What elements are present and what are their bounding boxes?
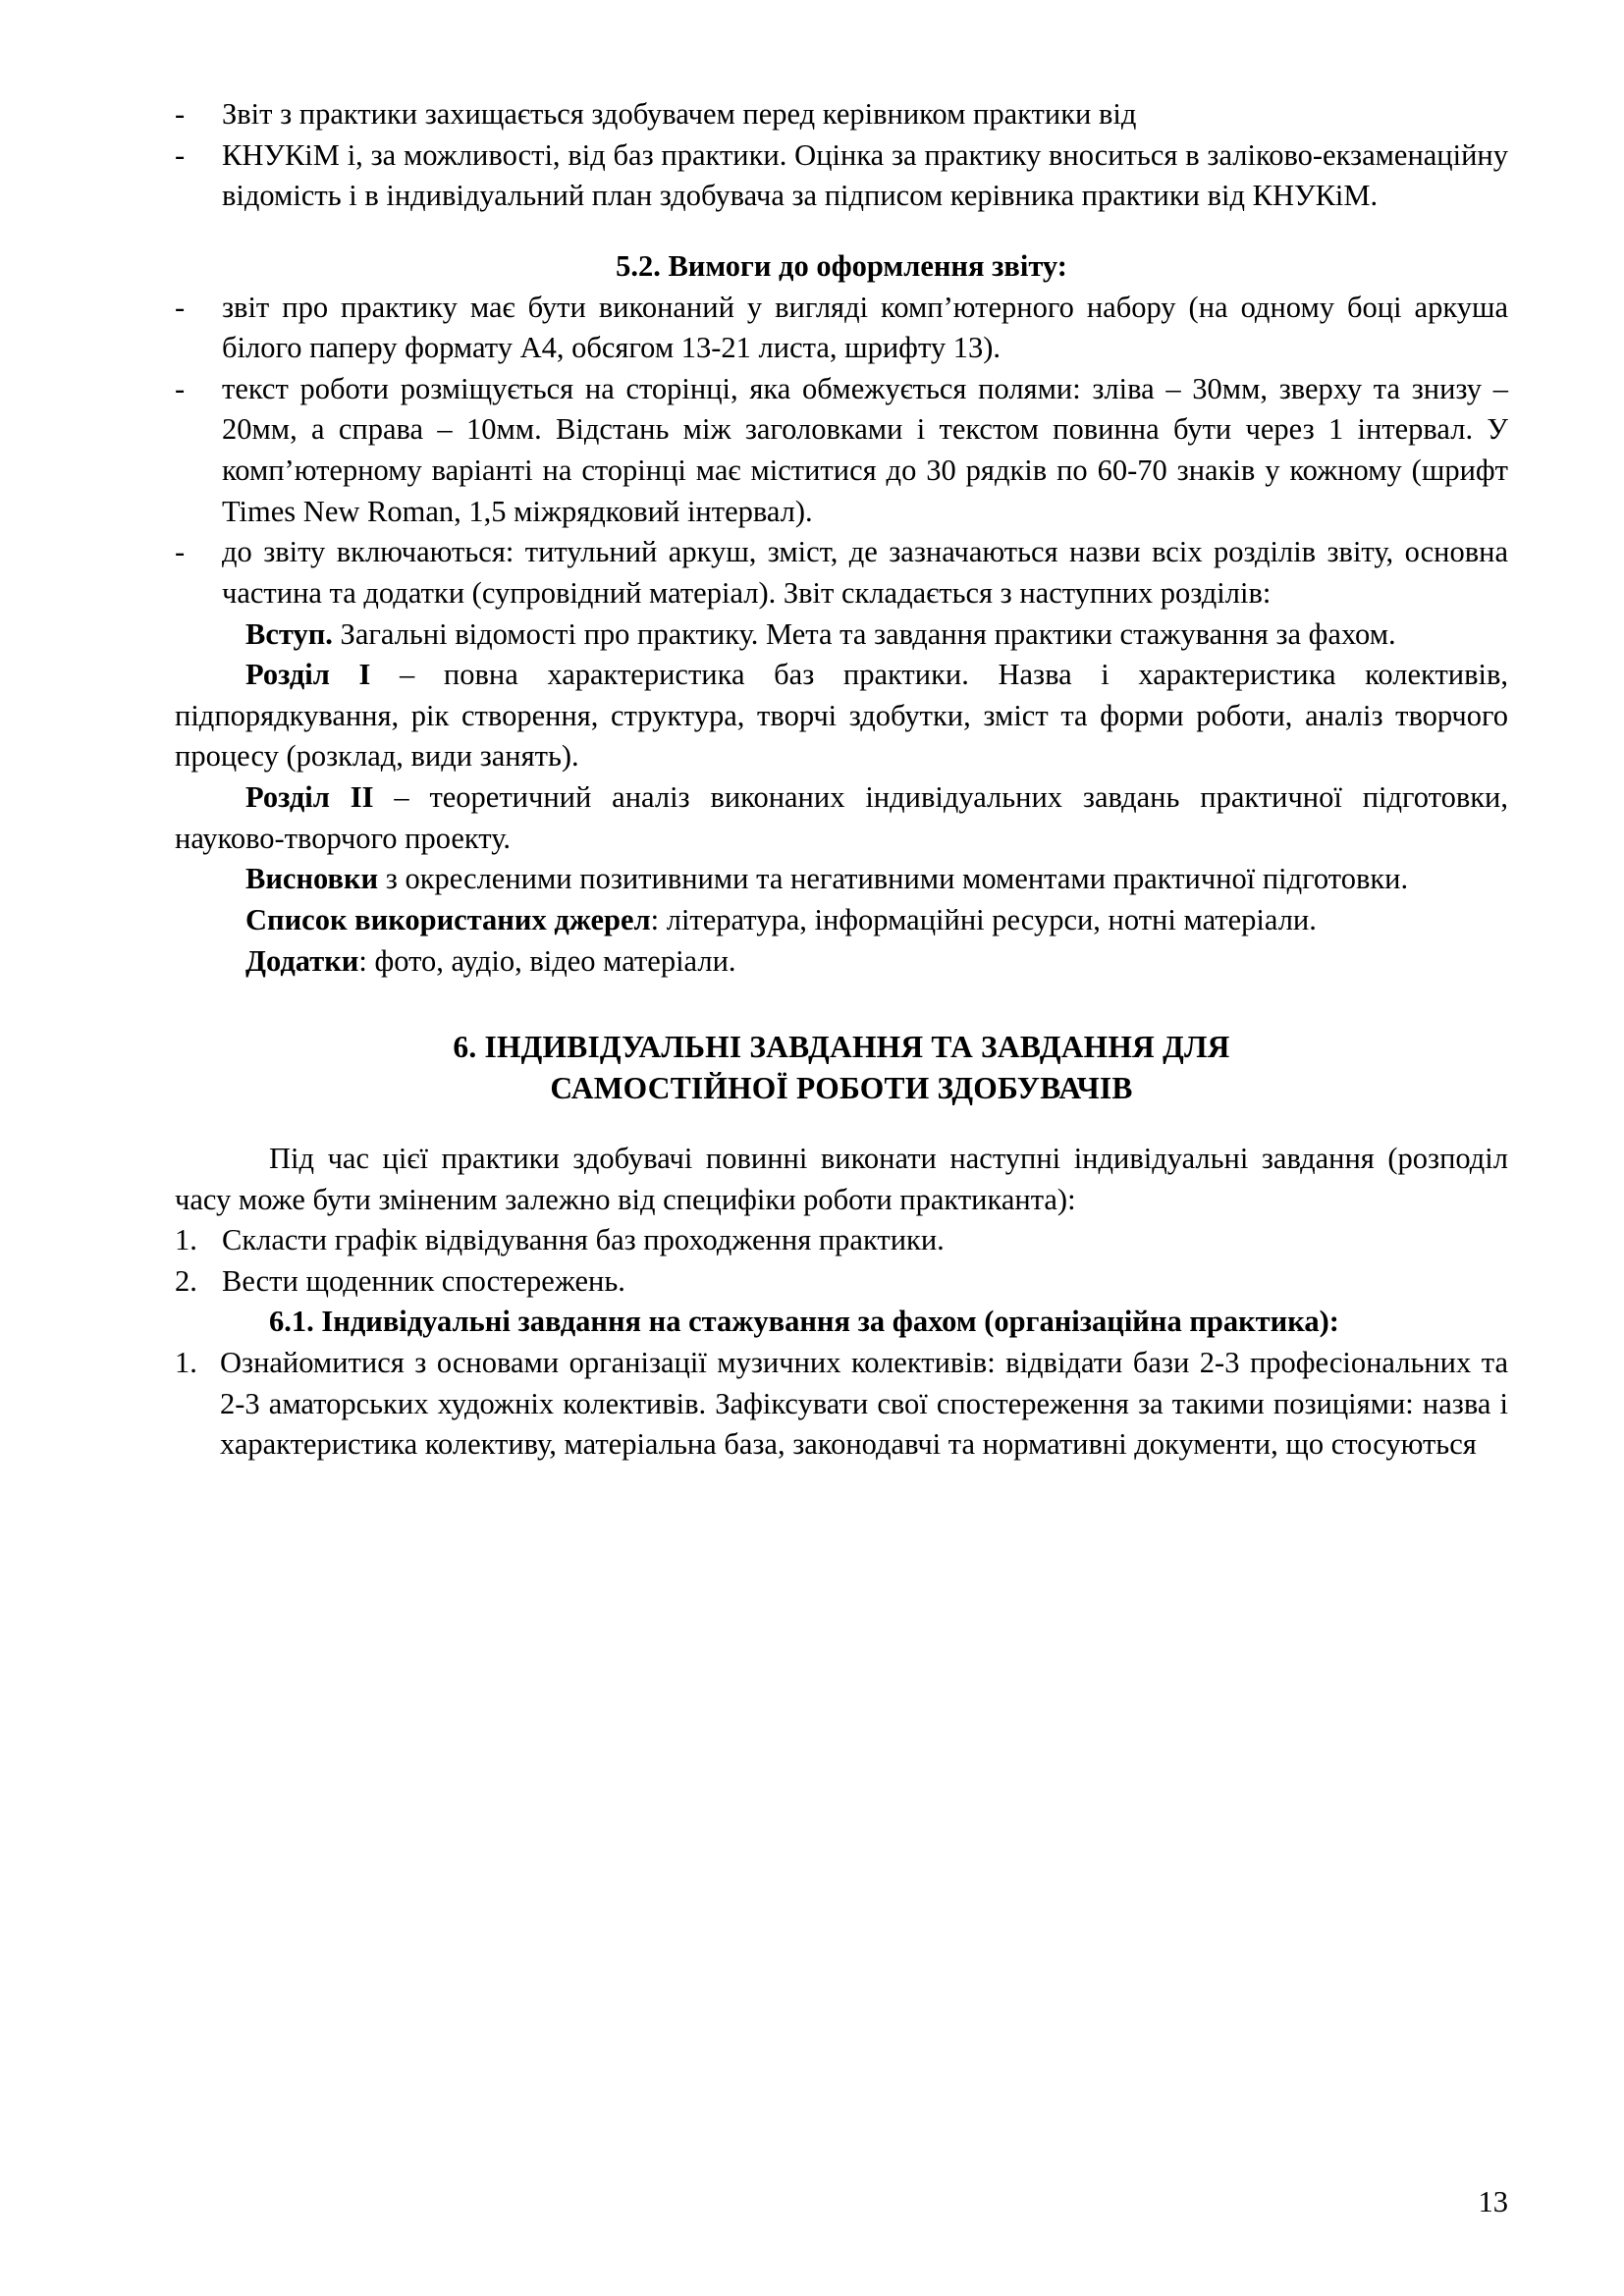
report-part-text: – теоретичний аналіз виконаних індивідуальних завдань практичної підготовки, науково-творчого проекту. [175, 780, 1508, 855]
section-6-1-text: Індивідуальні завдання на стажування за фахом (організаційна практика): [313, 1305, 1339, 1339]
report-part-label: Список використаних джерел [245, 902, 651, 936]
section-6-1-number: 6.1. [269, 1305, 314, 1339]
section-6-intro: Під час цієї практики здобувачі повинні виконати наступні індивідуальні завдання (розподіл часу може бути зміненим залежно від специфіки роботи практиканта): [175, 1141, 1508, 1216]
list-item-text: Звіт з практики захищається здобувачем перед керівником практики від [222, 97, 1137, 131]
report-part-text: з окресленими позитивними та негативними моментами практичної підготовки. [378, 862, 1409, 896]
report-part-text: : література, інформаційні ресурси, нотні матеріали. [650, 902, 1317, 936]
spacer [175, 217, 1508, 246]
report-part-label: Вступ. [245, 616, 333, 651]
section-6-1-list [175, 1343, 1508, 1466]
dash-bullet-marker: - [175, 290, 186, 324]
section-heading-6-line-2: САМОСТІЙНОЇ РОБОТИ ЗДОБУВАЧІВ [550, 1071, 1133, 1106]
report-part-rozdil-2 [175, 777, 1508, 859]
spacer [175, 982, 1508, 1027]
list-item-text: Вести щоденник спостережень. [222, 1263, 625, 1298]
list-number-marker: 1. [175, 1223, 197, 1257]
page-number: 13 [1478, 2185, 1508, 2218]
report-part-label: Висновки [245, 862, 379, 896]
list-item [175, 1220, 1508, 1261]
list-item [175, 532, 1508, 614]
list-number-marker: 1. [175, 1346, 197, 1380]
intro-list [175, 94, 1508, 217]
dash-bullet-marker: - [175, 371, 186, 405]
report-part-text: – повна характеристика баз практики. Назва і характеристика колективів, підпорядкування, рік створення, структура, творчі здобутки, зміст та форми роботи, аналіз творчого процесу (розклад, види занять). [175, 658, 1508, 774]
section-heading-6-1 [175, 1302, 1508, 1343]
list-item-text: Ознайомитися з основами організації музичних колективів: відвідати бази 2-3 професіональних та 2-3 аматорських художніх колективів. Зафіксувати свої спостереження за такими позиціями: назва і характеристика колективу, матеріальна база, законодавчі та нормативні документи, що стосуються [220, 1346, 1508, 1462]
report-parts [175, 614, 1508, 983]
list-number-marker: 2. [175, 1263, 197, 1298]
report-part-label: Додатки [245, 943, 359, 978]
dash-bullet-marker: - [175, 535, 186, 569]
report-part-text: Загальні відомості про практику. Мета та завдання практики стажування за фахом. [332, 616, 1396, 651]
list-item-text: звіт про практику має бути виконаний у вигляді комп’ютерного набору (на одному боці аркуша білого паперу формату А4, обсягом 13-21 листа, шрифту 13). [222, 290, 1508, 365]
report-part-rozdil-1 [175, 655, 1508, 777]
list-item-text: текст роботи розміщується на сторінці, яка обмежується полями: зліва – 30мм, зверху та знизу – 20мм, а справа – 10мм. Відстань між заголовками і текстом повинна бути через 1 інтервал. У комп’ютерному варіанті на сторінці має міститися до 30 рядків по 60-70 знаків у кожному (шрифт Times New Roman, 1,5 міжрядковий інтервал). [222, 371, 1508, 528]
list-item [175, 288, 1508, 369]
list-item-text: Скласти графік відвідування баз проходження практики. [222, 1223, 945, 1257]
list-item [175, 369, 1508, 533]
report-part-text: : фото, аудіо, відео матеріали. [358, 943, 736, 978]
dash-bullet-marker: - [175, 97, 186, 131]
list-item [175, 94, 1508, 135]
section-heading-5-2: 5.2. Вимоги до оформлення звіту: [616, 248, 1067, 283]
list-item-text: КНУКіМ і, за можливості, від баз практики. Оцінка за практику вноситься в заліково-екзаменаційну відомість і в індивідуальний план здобувача за підписом керівника практики від КНУКіМ. [222, 137, 1508, 213]
report-part-label: Розділ I [245, 658, 371, 692]
spacer [175, 1109, 1508, 1139]
report-part-label: Розділ II [245, 780, 374, 814]
section-heading-6-line-1: 6. ІНДИВІДУАЛЬНІ ЗАВДАННЯ ТА ЗАВДАННЯ ДЛЯ [453, 1030, 1230, 1065]
list-item [175, 1343, 1508, 1466]
report-part-vstup [175, 614, 1508, 656]
report-part-vysnovky [175, 859, 1508, 900]
dash-bullet-marker: - [175, 137, 186, 172]
list-item-text: до звіту включаються: титульний аркуш, зміст, де зазначаються назви всіх розділів звіту, основна частина та додатки (супровідний матеріал). Звіт складається з наступних розділів: [222, 535, 1508, 610]
section-6-1-block [175, 1302, 1508, 1343]
list-item [175, 1261, 1508, 1303]
list-item [175, 135, 1508, 217]
section-6-intro-block [175, 1139, 1508, 1220]
report-part-dodatky [175, 941, 1508, 983]
section-6-task-list [175, 1220, 1508, 1302]
section-5-2-list [175, 288, 1508, 614]
report-part-spysok-dzherel [175, 900, 1508, 941]
